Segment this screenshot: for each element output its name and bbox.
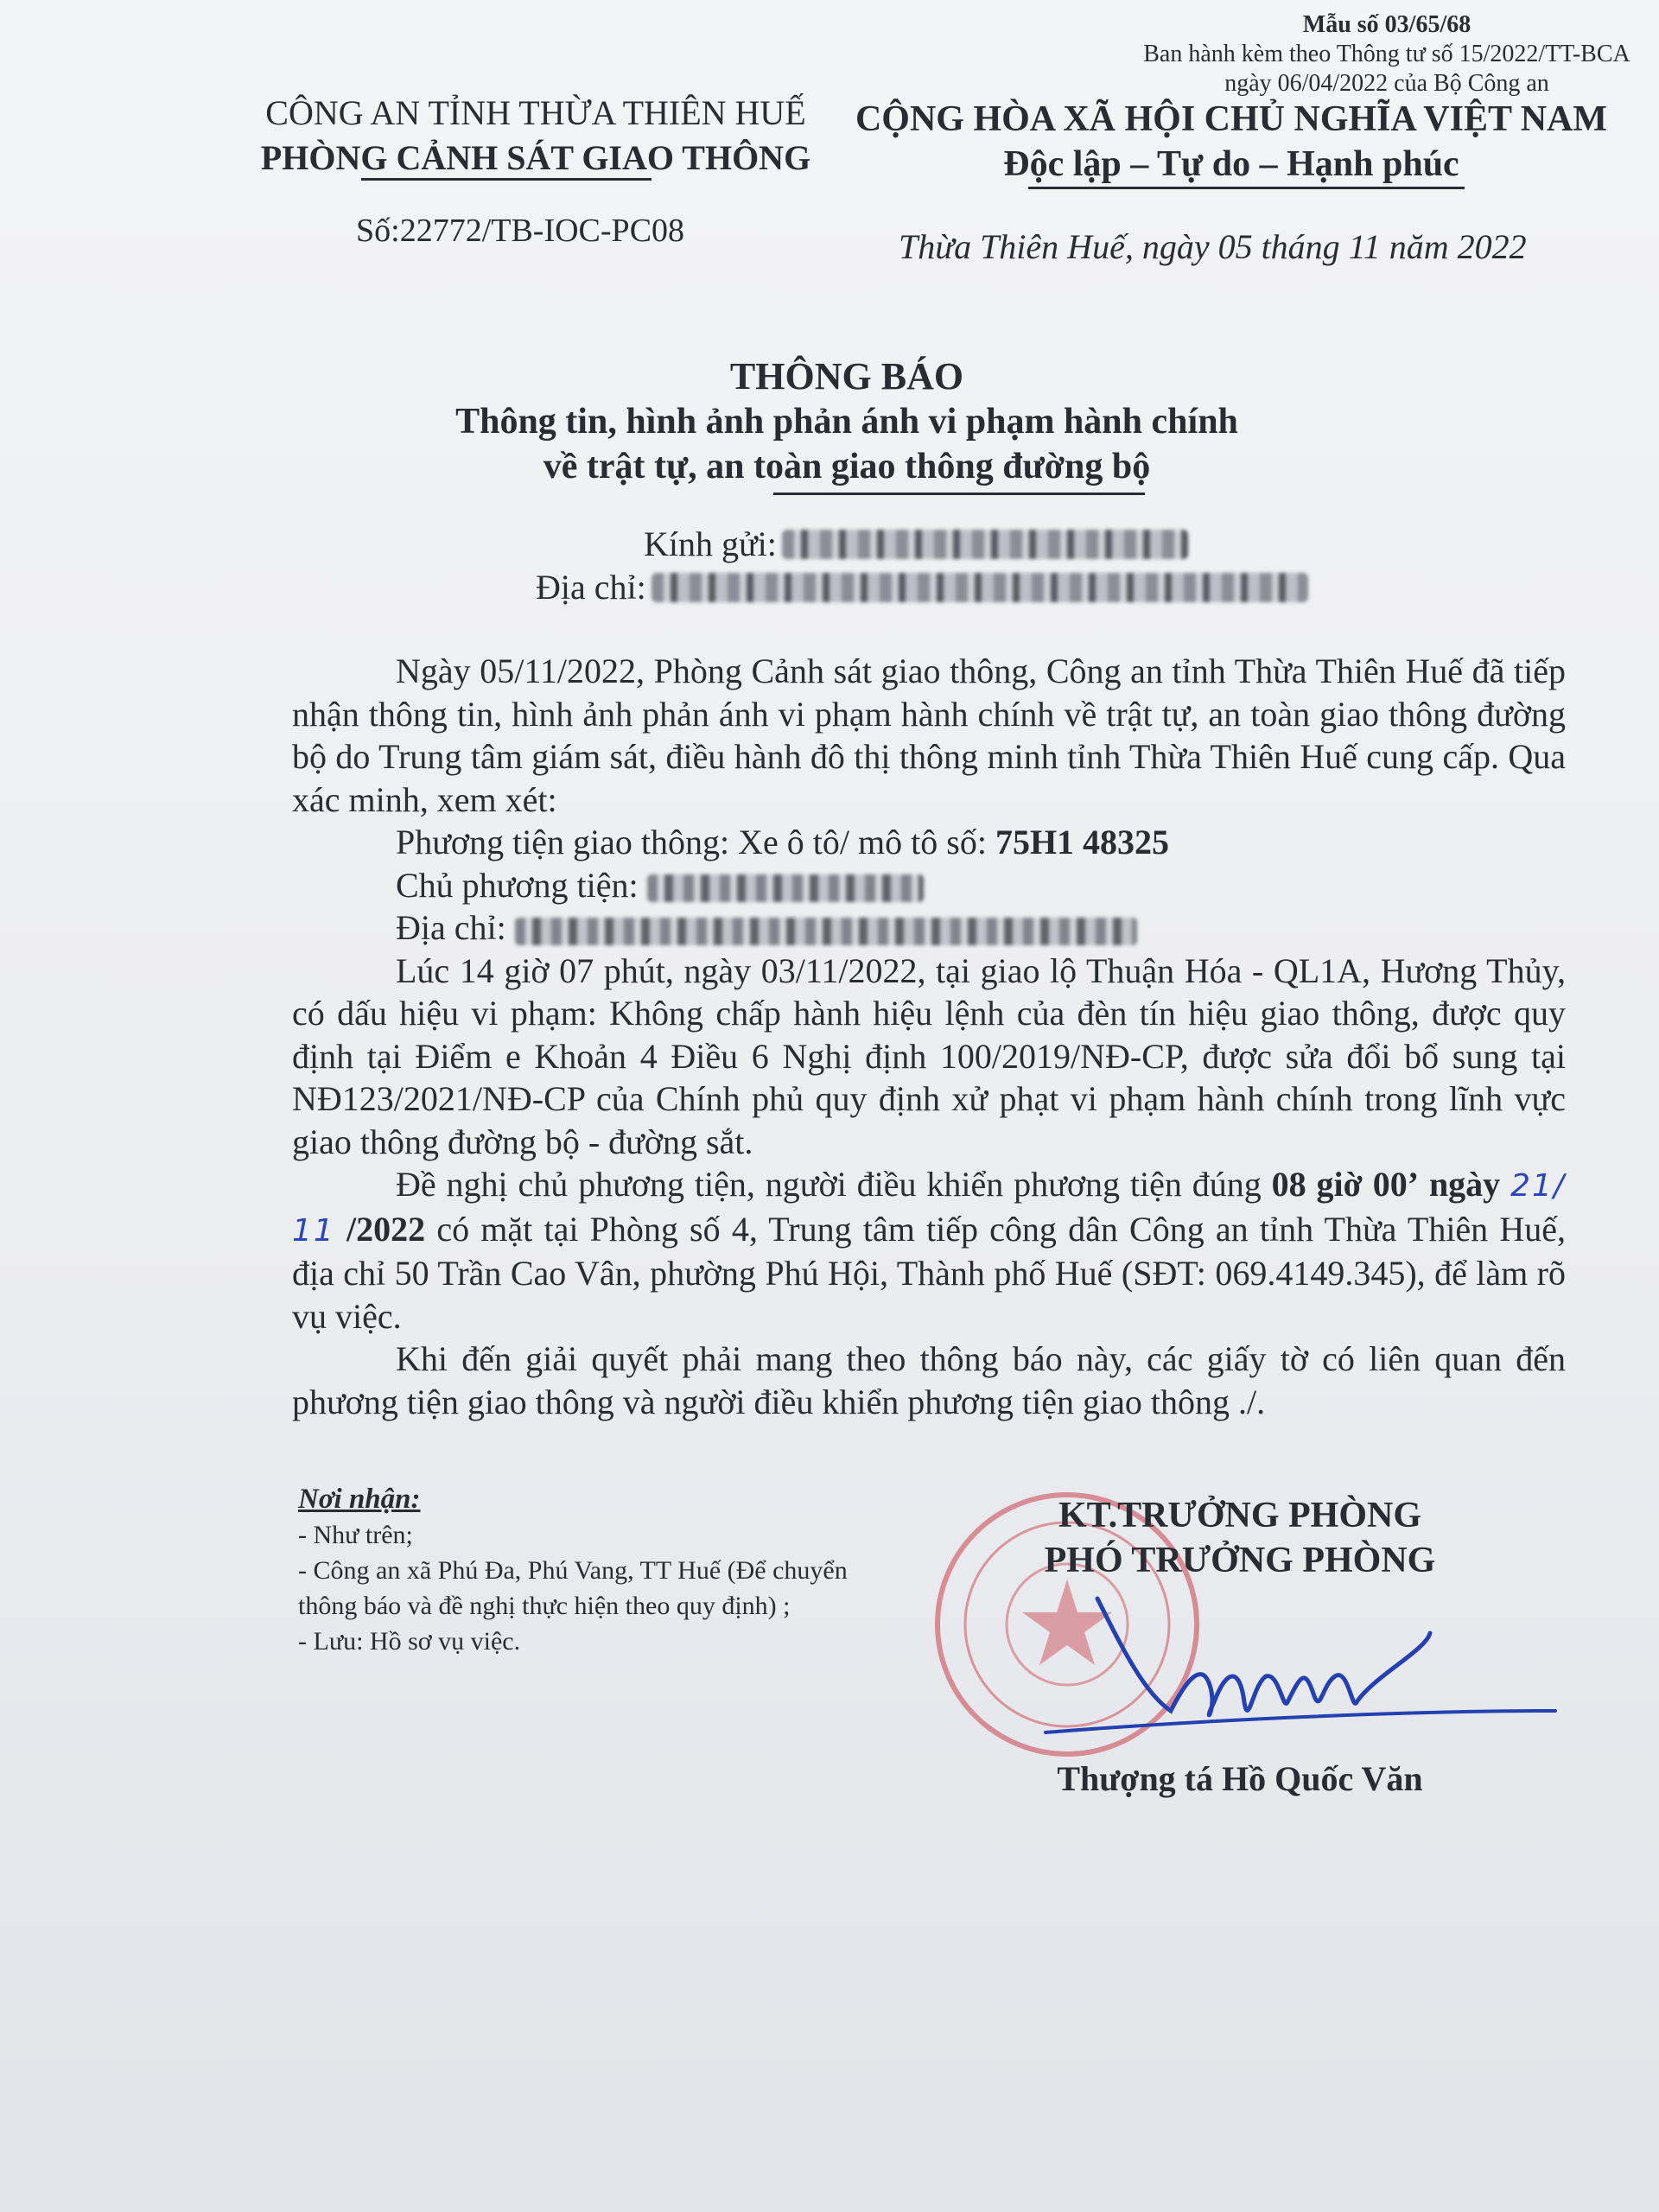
distribution-item: - Công an xã Phú Đa, Phú Vang, TT Huế (Để chuyển thông báo và đề nghị thực hiện theo quy định) ; <box>298 1556 848 1620</box>
form-number-block <box>1128 10 1646 99</box>
distribution-list <box>298 1482 903 1659</box>
form-number: Mẫu số 03/65/68 <box>1302 11 1471 38</box>
owner-line <box>292 864 1566 907</box>
title-subject-line1: Thông tin, hình ảnh phản ánh vi phạm hành chính <box>455 402 1238 442</box>
distribution-heading: Nơi nhận: <box>298 1484 421 1515</box>
owner-label: Chủ phương tiện: <box>396 865 639 905</box>
paragraph-intro: Ngày 05/11/2022, Phòng Cảnh sát giao thông, Công an tỉnh Thừa Thiên Huế đã tiếp nhận thông tin, hình ảnh phản ánh vi phạm hành chính về trật tự, an toàn giao thông đường bộ do Trung tâm giám sát, điều hành đô thị thông minh tỉnh Thừa Thiên Huế cung cấp. Qua xác minh, xem xét: <box>292 652 1566 819</box>
redacted-owner-address <box>515 918 1137 945</box>
title-main: THÔNG BÁO <box>729 355 964 397</box>
org-underline <box>361 178 652 181</box>
signer-name: Thượng tá Hồ Quốc Văn <box>1057 1759 1423 1798</box>
place-date: Thừa Thiên Huế, ngày 05 tháng 11 năm 2022 <box>899 227 1527 266</box>
redacted-recipient-address <box>652 573 1308 602</box>
summons-day-label: ngày <box>1428 1165 1501 1204</box>
summons-year: /2022 <box>346 1209 426 1249</box>
signature-position: PHÓ TRƯỞNG PHÒNG <box>1044 1541 1436 1580</box>
vehicle-line <box>292 821 1566 864</box>
document-body <box>292 650 1566 1423</box>
summons-time: 08 giờ 00’ <box>1271 1165 1420 1204</box>
title-underline <box>773 493 1145 495</box>
recipient-address-label: Địa chỉ: <box>536 568 646 607</box>
nation-motto: Độc lập – Tự do – Hạnh phúc <box>1003 144 1459 184</box>
nation-name: CỘNG HÒA XÃ HỘI CHỦ NGHĨA VIỆT NAM <box>855 99 1608 139</box>
recipient-block <box>536 523 1308 609</box>
signature-title <box>981 1493 1499 1583</box>
redacted-recipient-name <box>782 530 1188 559</box>
vehicle-plate: 75H1 48325 <box>995 823 1170 861</box>
document-number: Số:22772/TB-IOC-PC08 <box>356 213 685 249</box>
paragraph-summons <box>292 1163 1566 1338</box>
org-parent: CÔNG AN TỈNH THỪA THIÊN HUẾ <box>265 93 806 132</box>
national-header <box>851 97 1611 187</box>
summons-text-a: Đề nghị chủ phương tiện, người điều khiển phương tiện đúng <box>396 1165 1262 1204</box>
summons-text-b: có mặt tại Phòng số 4, Trung tâm tiếp công dân Công an tỉnh Thừa Thiên Huế, địa chỉ 50 Trần Cao Vân, phường Phú Hội, Thành phố Huế (SĐT: 069.4149.345), để làm rõ vụ việc. <box>292 1209 1567 1336</box>
title-subject-line2: về trật tự, an toàn giao thông đường bộ <box>543 447 1151 486</box>
owner-address-label: Địa chỉ: <box>396 908 506 947</box>
form-issued-by: Ban hành kèm theo Thông tư số 15/2022/TT-BCA <box>1143 41 1630 67</box>
document-title <box>156 354 1538 489</box>
paragraph-instructions: Khi đến giải quyết phải mang theo thông báo này, các giấy tờ có liên quan đến phương tiện giao thông và người điều khiển phương tiện giao thông ./. <box>292 1339 1566 1421</box>
distribution-item: - Lưu: Hồ sơ vụ việc. <box>298 1627 521 1656</box>
paragraph-violation: Lúc 14 giờ 07 phút, ngày 03/11/2022, tại giao lộ Thuận Hóa - QL1A, Hương Thủy, có dấu hiệu vi phạm: Không chấp hành hiệu lệnh của đèn tín hiệu giao thông, được quy định tại Điểm e Khoản 4 Điều 6 Nghị định 100/2019/NĐ-CP, được sửa đổi bổ sung tại NĐ123/2021/NĐ-CP của Chính phủ quy định xử phạt vi phạm hành chính trong lĩnh vực giao thông đường bộ - đường sắt. <box>292 950 1566 1161</box>
org-unit: PHÒNG CẢNH SÁT GIAO THÔNG <box>260 138 811 177</box>
issuing-organization <box>220 91 851 181</box>
recipient-label: Kính gửi: <box>644 524 777 563</box>
signature-authority: KT.TRƯỞNG PHÒNG <box>1058 1496 1421 1535</box>
handwritten-signature <box>994 1581 1599 1771</box>
handwritten-date: 21/ 11 <box>292 1168 1567 1249</box>
motto-underline <box>1028 187 1465 189</box>
distribution-item: - Như trên; <box>298 1521 413 1549</box>
form-issued-date: ngày 06/04/2022 của Bộ Công an <box>1224 70 1549 97</box>
redacted-owner-name <box>647 874 924 902</box>
vehicle-label: Phương tiện giao thông: Xe ô tô/ mô tô số: <box>396 823 987 861</box>
owner-address-line <box>292 906 1566 950</box>
